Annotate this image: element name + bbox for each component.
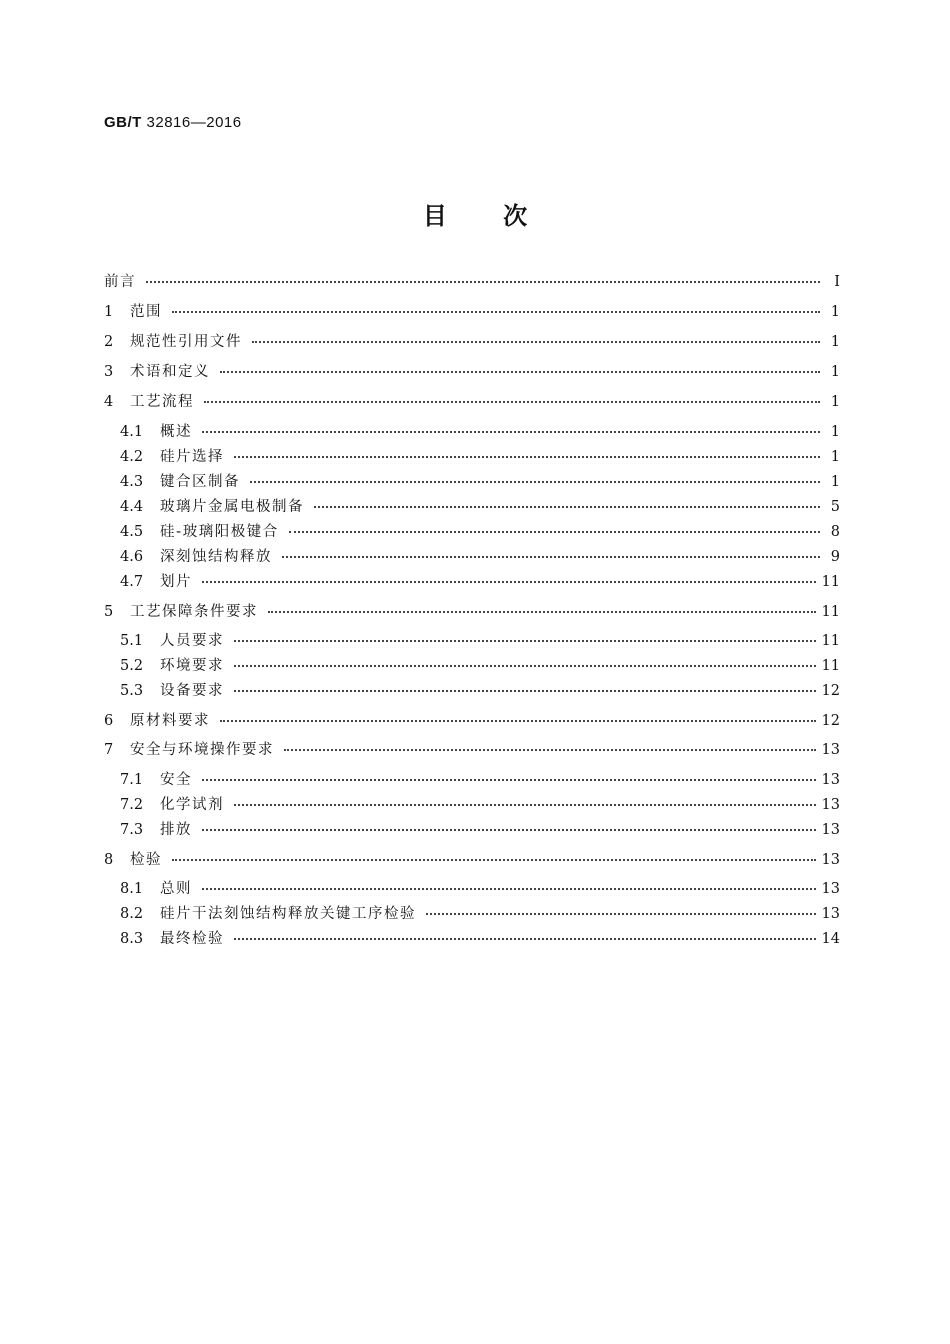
toc-entry-number: 4.2 (120, 449, 144, 465)
toc-entry-page: 13 (821, 822, 840, 838)
toc-entry-page: Ⅰ (834, 274, 840, 290)
toc-entry-label: 设备要求 (160, 683, 224, 699)
toc-dot-leader (202, 874, 816, 890)
toc-entry-label: 术语和定义 (130, 364, 210, 380)
document-code (104, 114, 242, 131)
toc-entry-number: 4.7 (120, 574, 144, 590)
toc-entry[interactable] (120, 927, 840, 949)
toc-dot-leader (268, 597, 816, 613)
toc-entry-label: 概述 (160, 424, 192, 440)
toc-entry-label: 安全与环境操作要求 (130, 742, 274, 758)
toc-entry-page: 11 (821, 633, 840, 649)
toc-entry-number: 7.1 (120, 772, 144, 788)
toc-entry-number: 8.3 (120, 931, 144, 947)
toc-entry-number: 4.1 (120, 424, 144, 440)
toc-entry[interactable] (120, 445, 840, 467)
toc-entry[interactable] (120, 470, 840, 492)
toc-dot-leader (202, 567, 816, 583)
toc-entry-page: 13 (821, 797, 840, 813)
toc-entry-label: 安全 (160, 772, 192, 788)
toc-dot-leader (234, 651, 816, 667)
toc-dot-leader (202, 417, 820, 433)
toc-entry-label: 工艺保障条件要求 (130, 604, 258, 620)
toc-entry-number: 2 (104, 334, 114, 350)
standard-prefix: GB/T (104, 114, 142, 131)
toc-entry-number: 4.3 (120, 474, 144, 490)
toc-dot-leader (284, 735, 816, 751)
toc-entry-label: 深刻蚀结构释放 (160, 549, 272, 565)
toc-entry-number: 7.2 (120, 797, 144, 813)
toc-entry-number: 4.5 (120, 524, 144, 540)
toc-entry-label: 硅片选择 (160, 449, 224, 465)
toc-entry-label: 环境要求 (160, 658, 224, 674)
toc-dot-leader (252, 327, 820, 343)
toc-dot-leader (146, 267, 820, 283)
toc-entry-page: 14 (821, 931, 840, 947)
toc-entry-page: 13 (821, 906, 840, 922)
toc-entry-label: 划片 (160, 574, 192, 590)
toc-entry[interactable] (120, 570, 840, 592)
toc-entry-label: 键合区制备 (160, 474, 240, 490)
toc-entry-label: 规范性引用文件 (130, 334, 242, 350)
toc-entry[interactable] (120, 545, 840, 567)
toc-entry-page: 1 (830, 474, 840, 490)
toc-entry-label: 硅-玻璃阳极键合 (160, 524, 279, 540)
toc-entry[interactable] (104, 738, 840, 760)
toc-dot-leader (234, 790, 816, 806)
toc-dot-leader (314, 492, 820, 508)
toc-entry[interactable] (120, 629, 840, 651)
toc-entry-label: 人员要求 (160, 633, 224, 649)
toc-dot-leader (289, 517, 820, 533)
toc-entry[interactable] (120, 420, 840, 442)
toc-entry-label: 化学试剂 (160, 797, 224, 813)
toc-entry[interactable] (120, 679, 840, 701)
toc-entry-page: 11 (821, 574, 840, 590)
toc-entry-label: 最终检验 (160, 931, 224, 947)
toc-entry-number: 8.2 (120, 906, 144, 922)
toc-entry[interactable] (120, 793, 840, 815)
toc-entry-page: 1 (830, 304, 840, 320)
toc-entry[interactable] (104, 390, 840, 412)
toc-entry[interactable] (104, 600, 840, 622)
toc-entry-number: 7 (104, 742, 114, 758)
toc-entry-label: 硅片干法刻蚀结构释放关键工序检验 (160, 906, 416, 922)
toc-entry-page: 12 (821, 683, 840, 699)
title-char-1: 目 (422, 202, 447, 230)
title-char-2: 次 (503, 202, 528, 230)
toc-entry-label: 总则 (160, 881, 192, 897)
toc-dot-leader (282, 542, 820, 558)
toc-entry-page: 8 (830, 524, 840, 540)
toc-entry-page: 11 (821, 658, 840, 674)
toc-dot-leader (202, 815, 816, 831)
toc-entry-page: 12 (821, 713, 840, 729)
toc-entry-label: 原材料要求 (130, 713, 210, 729)
toc-entry-number: 5.1 (120, 633, 144, 649)
toc-entry-number: 4.4 (120, 499, 144, 515)
toc-dot-leader (234, 442, 820, 458)
toc-entry[interactable] (120, 877, 840, 899)
toc-entry-page: 1 (830, 449, 840, 465)
toc-entry-page: 9 (830, 549, 840, 565)
toc-dot-leader (204, 387, 820, 403)
toc-dot-leader (234, 676, 816, 692)
toc-entry-number: 5 (104, 604, 114, 620)
toc-dot-leader (250, 467, 820, 483)
toc-entry-page: 1 (830, 364, 840, 380)
toc-dot-leader (172, 845, 816, 861)
toc-entry-page: 13 (821, 742, 840, 758)
toc-dot-leader (234, 924, 816, 940)
toc-entry[interactable] (120, 902, 840, 924)
toc-dot-leader (172, 297, 820, 313)
toc-entry-page: 1 (830, 394, 840, 410)
toc-entry-label: 排放 (160, 822, 192, 838)
toc-entry[interactable] (120, 818, 840, 840)
toc-entry-page: 13 (821, 881, 840, 897)
toc-dot-leader (220, 706, 816, 722)
page-title (0, 196, 950, 231)
toc-entry[interactable] (120, 768, 840, 790)
toc-entry-page: 1 (830, 424, 840, 440)
toc-entry[interactable] (104, 270, 840, 292)
toc-entry-label: 工艺流程 (130, 394, 194, 410)
toc-entry-number: 1 (104, 304, 114, 320)
toc-entry[interactable] (104, 330, 840, 352)
toc-dot-leader (202, 765, 816, 781)
toc-entry-number: 4 (104, 394, 114, 410)
toc-entry-label: 玻璃片金属电极制备 (160, 499, 304, 515)
toc-entry-page: 11 (821, 604, 840, 620)
toc-entry[interactable] (120, 654, 840, 676)
toc-entry-page: 1 (830, 334, 840, 350)
toc-entry-label: 前言 (104, 274, 136, 290)
toc-entry-number: 3 (104, 364, 114, 380)
toc-entry[interactable] (104, 848, 840, 870)
toc-dot-leader (220, 357, 820, 373)
toc-entry-page: 5 (830, 499, 840, 515)
toc-entry-number: 4.6 (120, 549, 144, 565)
toc-entry[interactable] (120, 495, 840, 517)
toc-entry-page: 13 (821, 852, 840, 868)
toc-entry[interactable] (120, 520, 840, 542)
standard-number: 32816—2016 (146, 114, 242, 131)
toc-dot-leader (426, 899, 816, 915)
toc-entry-number: 5.2 (120, 658, 144, 674)
toc-entry[interactable] (104, 300, 840, 322)
toc-entry-number: 5.3 (120, 683, 144, 699)
toc-entry-page: 13 (821, 772, 840, 788)
toc-entry[interactable] (104, 709, 840, 731)
toc-dot-leader (234, 626, 816, 642)
toc-entry-number: 7.3 (120, 822, 144, 838)
toc-entry-number: 8 (104, 852, 114, 868)
toc-entry[interactable] (104, 360, 840, 382)
toc-entry-number: 6 (104, 713, 114, 729)
toc-entry-label: 范围 (130, 304, 162, 320)
toc-entry-label: 检验 (130, 852, 162, 868)
toc-entry-number: 8.1 (120, 881, 144, 897)
